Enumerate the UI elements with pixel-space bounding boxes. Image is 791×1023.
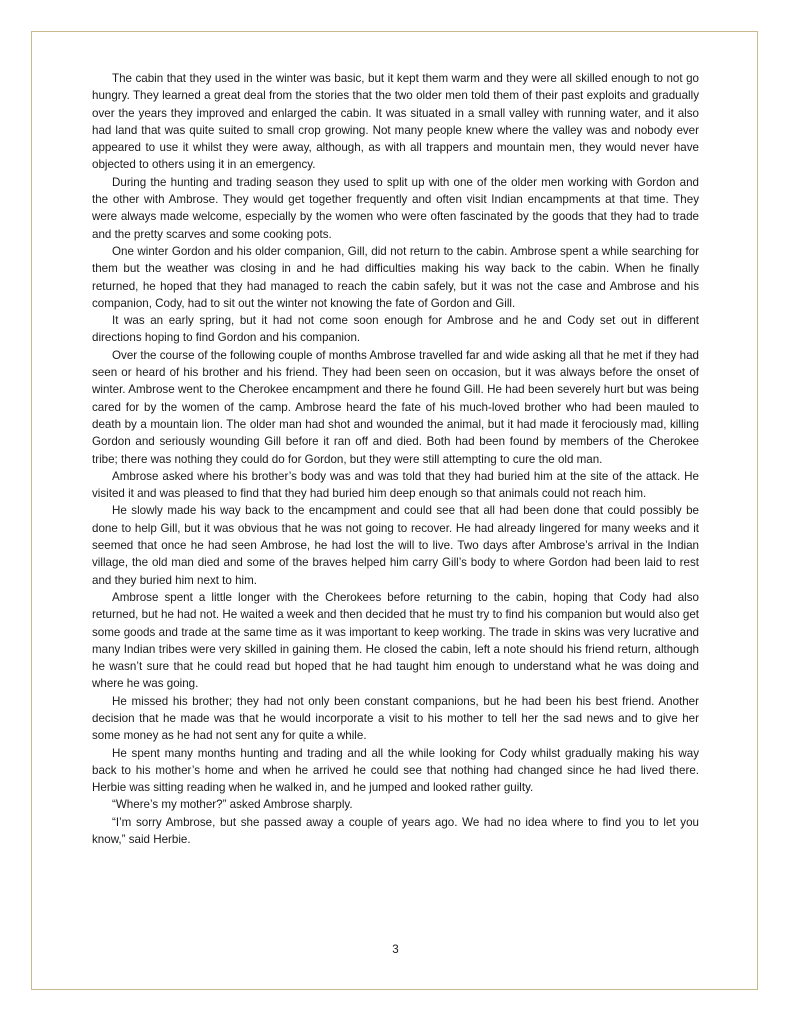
paragraph: During the hunting and trading season they used to split up with one of the older men working with Gordon and the other with Ambrose. They would get together frequently and often visit Indian encampments at that time. They were always made welcome, especially by the women who were often fascinated by the goods that they had to trade and the pretty scarves and some cooking pots. <box>92 175 699 241</box>
document-body <box>92 70 699 848</box>
paragraph: He missed his brother; they had not only been constant companions, but he had been his best friend. Another decision that he made was that he would incorporate a visit to his mother to tell her the sad news and to give her some money as he had not sent any for quite a while. <box>92 694 699 743</box>
paragraph: “I’m sorry Ambrose, but she passed away a couple of years ago. We had no idea where to find you to let you know,” said Herbie. <box>92 815 699 847</box>
paragraph: The cabin that they used in the winter was basic, but it kept them warm and they were all skilled enough to not go hungry. They learned a great deal from the stories that the two older men told them of their past exploits and gradually over the years they improved and enlarged the cabin. It was situated in a small valley with running water, and it also had land that was quite suited to small crop growing. Not many people knew where the valley was and nobody ever appeared to use it whilst they were away, although, as with all trappers and mountain men, they would never have objected to others using it in an emergency. <box>92 72 699 172</box>
paragraph: “Where’s my mother?” asked Ambrose sharply. <box>112 798 353 812</box>
paragraph: He spent many months hunting and trading and all the while looking for Cody whilst gradually making his way back to his mother’s home and when he arrived he could see that nothing had changed since he had lived there. Herbie was sitting reading when he walked in, and he jumped and looked rather guilty. <box>92 746 699 795</box>
paragraph: It was an early spring, but it had not come soon enough for Ambrose and he and Cody set out in different directions hoping to find Gordon and his companion. <box>92 314 699 345</box>
paragraph: One winter Gordon and his older companion, Gill, did not return to the cabin. Ambrose spent a while searching for them but the weather was closing in and he had difficulties making his way back to the cabin. When he finally returned, he hoped that they had managed to reach the cabin safely, but it was not the case and Ambrose and his companion, Cody, had to sit out the winter not knowing the fate of Gordon and Gill. <box>92 244 699 310</box>
paragraph: He slowly made his way back to the encampment and could see that all had been done that could possibly be done to help Gill, but it was obvious that he was not going to recover. He had already lingered for many weeks and it seemed that once he had seen Ambrose, he had lost the will to live. Two days after Ambrose’s arrival in the Indian village, the old man died and some of the braves helped him carry Gill’s body to where Gordon had been laid to rest and they buried him next to him. <box>92 504 699 587</box>
paragraph: Ambrose asked where his brother’s body was and was told that they had buried him at the site of the attack. He visited it and was pleased to find that they had buried him deep enough so that animals could not reach him. <box>92 469 699 501</box>
page-number: 3 <box>392 943 399 956</box>
paragraph: Ambrose spent a little longer with the Cherokees before returning to the cabin, hoping that Cody had also returned, but he had not. He waited a week and then decided that he must try to find his companion but would also get some goods and trade at the same time as it was important to keep working. The trade in skins was very lucrative and many Indian tribes were very skilled in gaining them. He closed the cabin, left a note should his friend return, although he wasn’t sure that he could read but hoped that he had taught him enough to understand what he was doing and where he was going. <box>92 590 699 691</box>
paragraph: Over the course of the following couple of months Ambrose travelled far and wide asking all that he met if they had seen or heard of his brother and his friend. They had been seen on occasion, but it was always before the onset of winter. Ambrose went to the Cherokee encampment and there he found Gill. He had been severely hurt but was being cared for by the women of the camp. Ambrose heard the fate of his much-loved brother who had been mauled to death by a mountain lion. The older man had shot and wounded the animal, but it had made it ferociously mad, killing Gordon and seriously wounding Gill before it ran off and died. Both had been found by members of the Cherokee tribe; there was nothing they could do for Gordon, but they were still attempting to cure the old man. <box>92 348 699 466</box>
